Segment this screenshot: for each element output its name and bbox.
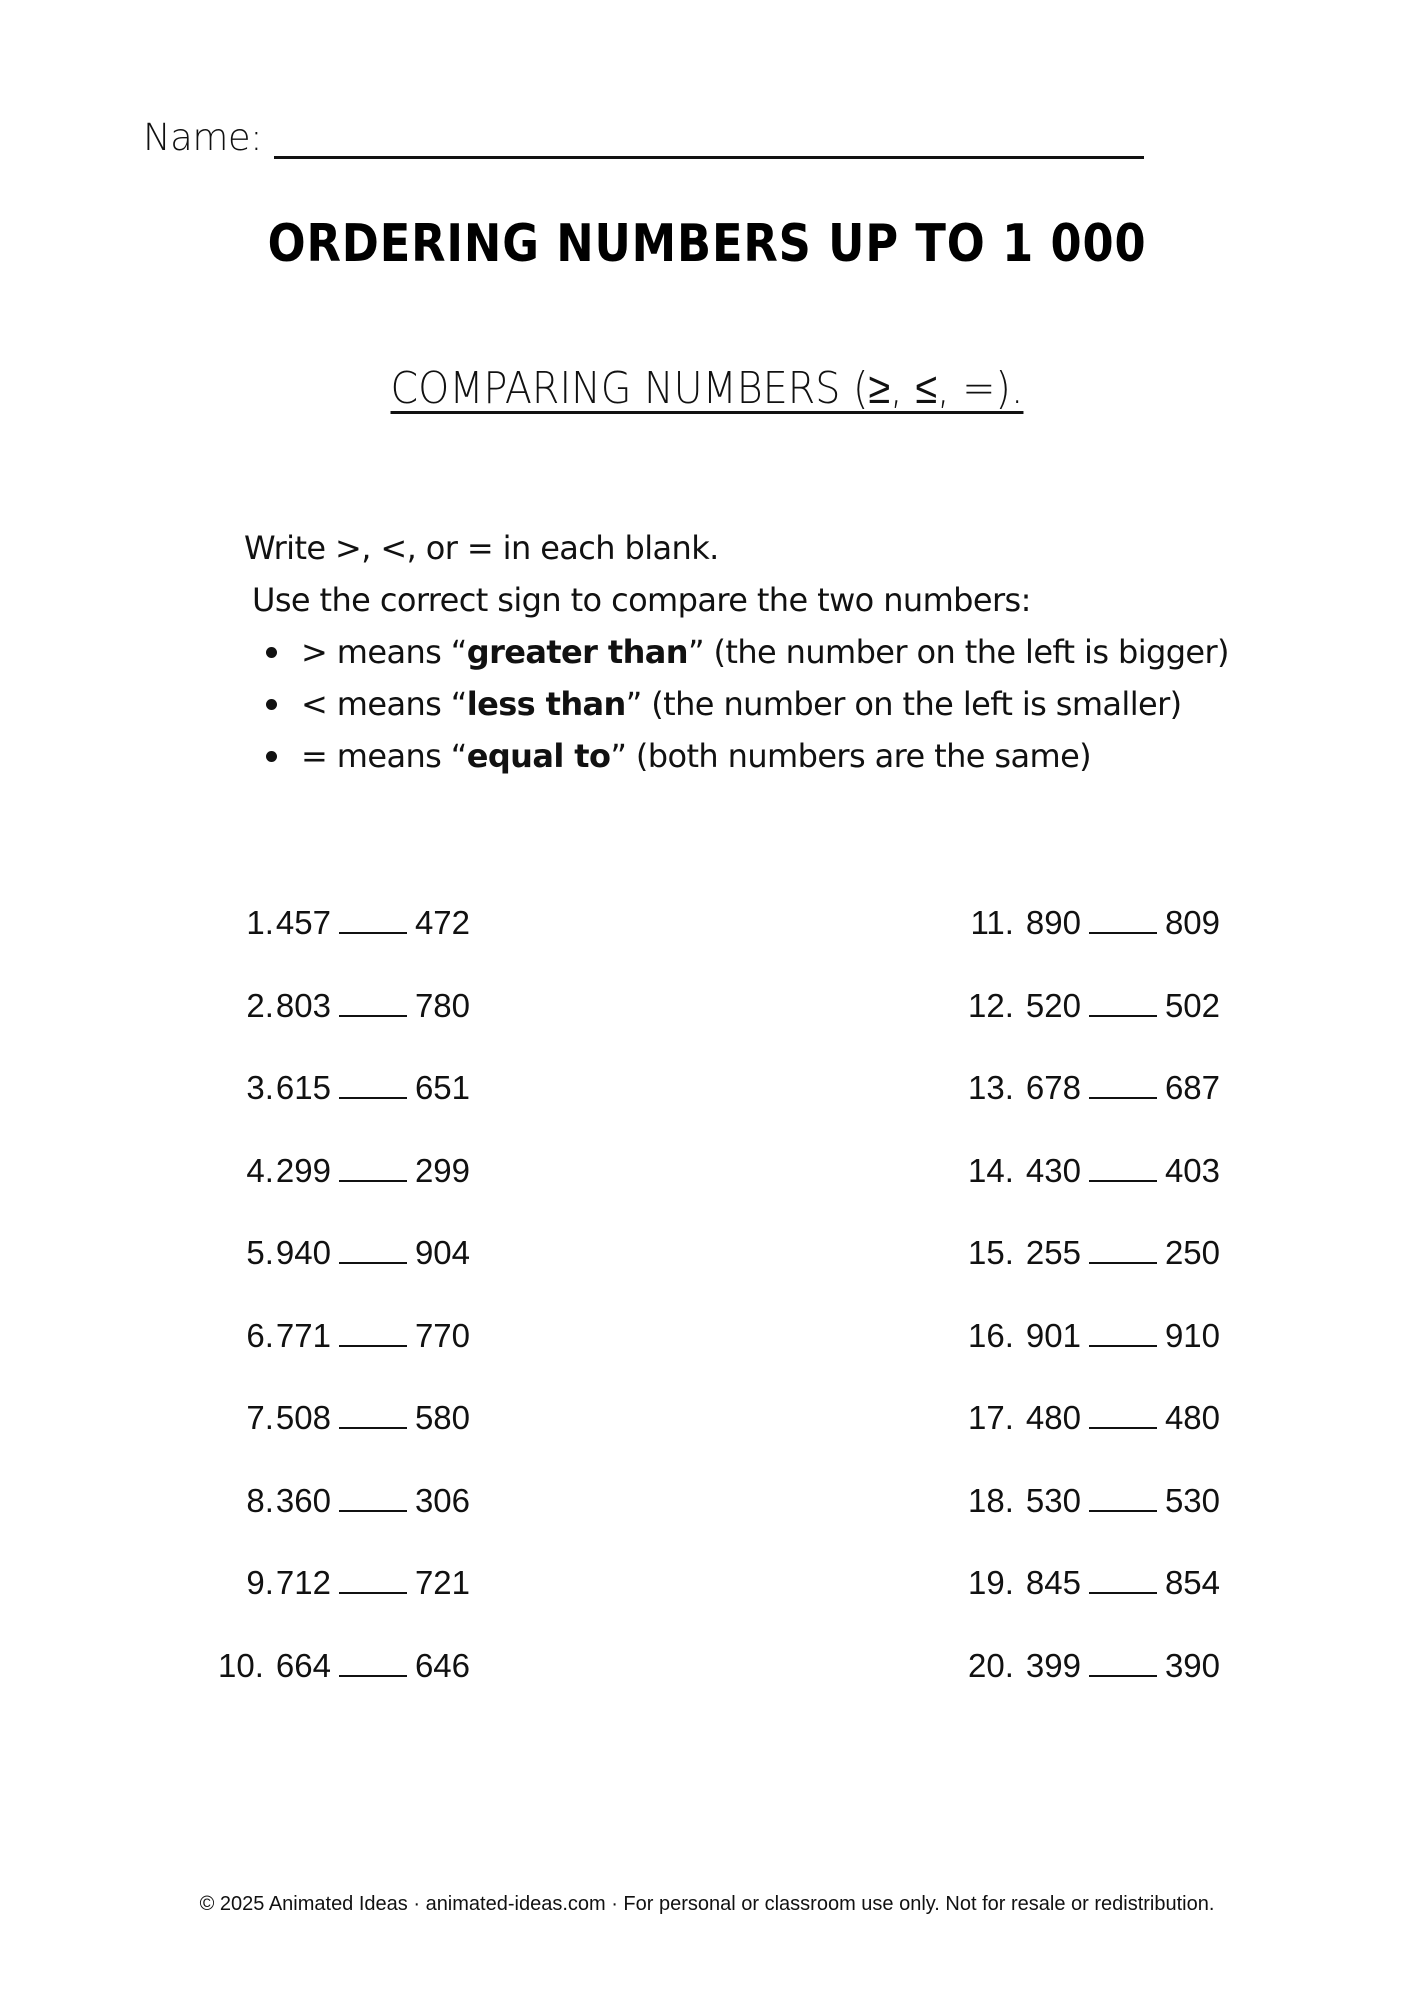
left-number: 803 [275,986,331,1024]
right-number: 306 [414,1481,470,1519]
answer-blank[interactable] [339,1230,407,1264]
answer-blank[interactable] [339,1065,407,1099]
name-row [143,116,1144,159]
right-number: 502 [1164,986,1220,1024]
right-number: 910 [1164,1316,1220,1354]
left-number: 530 [1025,1481,1081,1519]
problem-item [945,1230,1220,1313]
problem-number: 20. [968,1646,1014,1684]
problem-number: 3. [246,1069,274,1106]
definition-prefix: < means “ [301,685,467,723]
answer-blank[interactable] [339,983,407,1017]
definition-term: equal to [466,737,611,775]
bullet-icon [266,751,277,762]
bullet-icon [266,647,277,658]
answer-blank[interactable] [1089,1560,1157,1594]
answer-blank[interactable] [1089,1065,1157,1099]
answer-blank[interactable] [1089,983,1157,1017]
problem-number: 15. [968,1234,1014,1271]
right-number: 651 [414,1069,470,1106]
right-number: 780 [414,986,470,1024]
footer-copyright: © 2025 Animated Ideas · animated-ideas.com · For personal or classroom use only. Not for resale or redistribution. [199,1893,1215,1915]
answer-blank[interactable] [339,1643,407,1677]
spacer [1016,900,1026,983]
left-number: 940 [275,1234,331,1271]
right-number: 770 [414,1316,470,1354]
spacer [1016,1478,1026,1561]
problem-number: 14. [968,1151,1014,1189]
answer-blank[interactable] [1089,1643,1157,1677]
problem-item [945,1643,1220,1726]
problem-item [210,900,470,983]
answer-blank[interactable] [1089,1395,1157,1429]
problem-number: 5. [246,1234,274,1271]
spacer [1016,1313,1026,1396]
right-number: 530 [1164,1481,1220,1519]
right-number: 721 [414,1564,470,1601]
right-number: 299 [414,1151,470,1189]
left-number: 520 [1025,986,1081,1024]
name-field[interactable] [274,126,1144,159]
left-number: 399 [1025,1646,1081,1684]
problem-number: 4. [246,1151,274,1189]
right-number: 904 [414,1234,470,1271]
problem-item [945,1065,1220,1148]
left-number: 299 [275,1151,331,1189]
problem-number: 2. [246,986,274,1024]
answer-blank[interactable] [339,1148,407,1182]
definition-equal [266,730,1229,782]
bullet-icon [266,699,277,710]
problem-number: 19. [968,1564,1014,1601]
left-number: 480 [1025,1399,1081,1436]
problem-number: 18. [968,1481,1014,1519]
problems-left-column [210,900,470,1725]
problem-item [210,1230,470,1313]
answer-blank[interactable] [339,900,407,934]
definition-prefix: > means “ [301,633,467,671]
right-number: 480 [1164,1399,1220,1436]
definition-term: less than [466,685,626,723]
definition-term: greater than [466,633,688,671]
answer-blank[interactable] [1089,1478,1157,1512]
problem-number: 12. [968,986,1014,1024]
right-number: 687 [1164,1069,1220,1106]
left-number: 901 [1025,1316,1081,1354]
instructions [244,522,1229,782]
problem-number: 8. [246,1481,274,1519]
problem-item [945,1560,1220,1643]
problem-item [945,983,1220,1066]
answer-blank[interactable] [1089,1148,1157,1182]
problem-item [210,983,470,1066]
spacer [1016,1560,1026,1643]
instruction-line-2: Use the correct sign to compare the two numbers: [252,581,1031,619]
problem-number: 16. [968,1316,1014,1354]
name-label: Name: [143,116,263,159]
definition-rest: ” (both numbers are the same) [610,737,1092,775]
problem-item [210,1313,470,1396]
answer-blank[interactable] [339,1313,407,1347]
problem-number: 9. [246,1564,274,1601]
spacer [1016,1395,1026,1478]
right-number: 646 [414,1646,470,1684]
problem-item [945,1148,1220,1231]
right-number: 472 [414,904,470,941]
spacer [1016,1643,1026,1726]
problem-number: 11. [970,904,1014,941]
left-number: 255 [1025,1234,1081,1271]
sign-definitions [244,626,1229,782]
definition-greater [266,626,1229,678]
problem-item [945,1395,1220,1478]
left-number: 712 [275,1564,331,1601]
problem-number: 6. [246,1316,274,1354]
right-number: 854 [1164,1564,1220,1601]
spacer [1016,1148,1026,1231]
page-title: ORDERING NUMBERS UP TO 1 000 [267,214,1147,274]
problem-number: 1. [246,904,274,941]
right-number: 580 [414,1399,470,1436]
spacer [266,1643,276,1726]
answer-blank[interactable] [339,1395,407,1429]
spacer [1016,1065,1026,1148]
left-number: 457 [275,904,331,941]
definition-less [266,678,1229,730]
left-number: 890 [1025,904,1081,941]
right-number: 809 [1164,904,1220,941]
left-number: 615 [275,1069,331,1106]
problem-number: 13. [968,1069,1014,1106]
left-number: 664 [275,1646,331,1684]
spacer [1016,983,1026,1066]
left-number: 771 [275,1316,331,1354]
instruction-line-1: Write >, <, or = in each blank. [244,529,719,567]
problem-item [210,1560,470,1643]
left-number: 430 [1025,1151,1081,1189]
right-number: 403 [1164,1151,1220,1189]
answer-blank[interactable] [1089,900,1157,934]
problem-item [210,1478,470,1561]
left-number: 360 [275,1481,331,1519]
right-number: 390 [1164,1646,1220,1684]
problem-item [210,1065,470,1148]
left-number: 508 [275,1399,331,1436]
section-subtitle [71,363,1344,414]
answer-blank[interactable] [339,1560,407,1594]
problem-number: 10. [218,1646,264,1684]
problem-item [945,1313,1220,1396]
subtitle-text: COMPARING NUMBERS (≥, ≤, =). [390,363,1024,414]
answer-blank[interactable] [1089,1313,1157,1347]
right-number: 250 [1164,1234,1220,1271]
problem-item [210,1395,470,1478]
answer-blank[interactable] [339,1478,407,1512]
problems-right-column [945,900,1220,1725]
definition-rest: ” (the number on the left is smaller) [625,685,1182,723]
answer-blank[interactable] [1089,1230,1157,1264]
spacer [1016,1230,1026,1313]
problem-item [945,1478,1220,1561]
definition-rest: ” (the number on the left is bigger) [687,633,1229,671]
problem-item [945,900,1220,983]
definition-prefix: = means “ [301,737,467,775]
problem-item [210,1148,470,1231]
left-number: 845 [1025,1564,1081,1601]
left-number: 678 [1025,1069,1081,1106]
problem-number: 7. [246,1399,274,1436]
problem-number: 17. [968,1399,1014,1436]
problem-item [210,1643,470,1726]
